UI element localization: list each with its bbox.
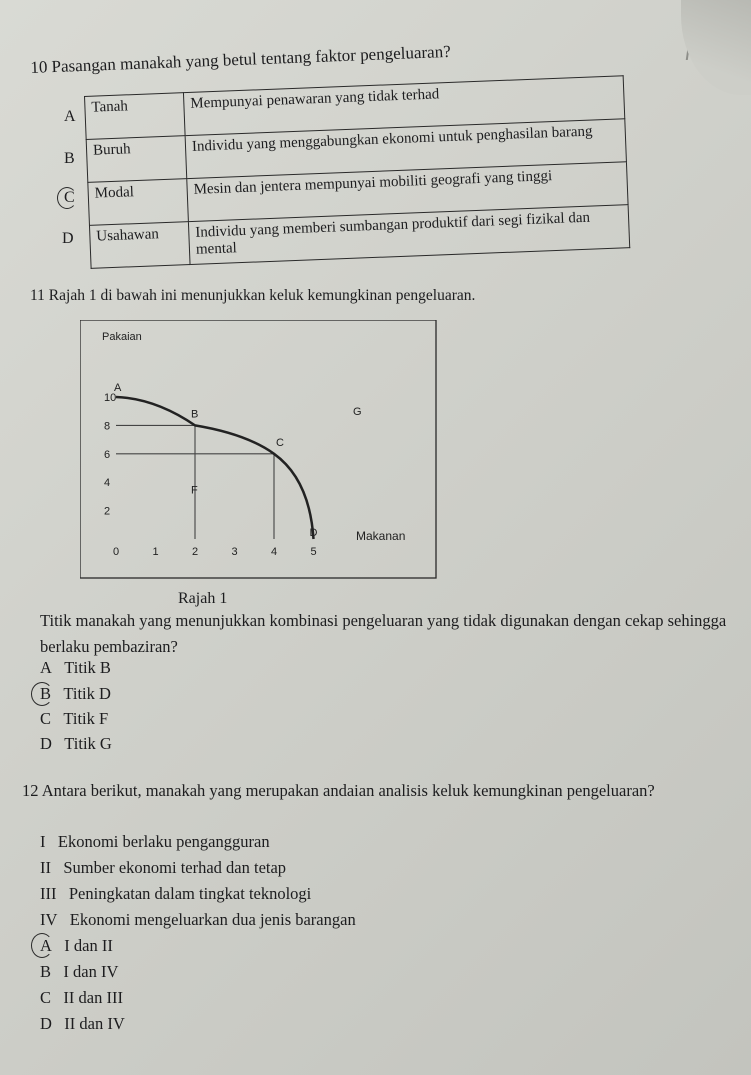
table-cell-term: Buruh	[86, 136, 187, 183]
option-letter: A	[40, 658, 52, 677]
option-text: II dan III	[63, 988, 123, 1007]
guide-lines	[116, 425, 274, 539]
option-d	[40, 734, 112, 754]
question-12-prompt: 12 Antara berikut, manakah yang merupakan andaian analisis keluk kemungkinan pengeluaran?	[22, 781, 655, 800]
x-tick-label: 2	[192, 546, 199, 558]
option-c	[40, 709, 108, 729]
point-label-f: F	[191, 484, 198, 497]
option-text: II dan IV	[64, 1014, 125, 1033]
x-tick-label: 3	[231, 546, 238, 558]
option-b	[40, 962, 118, 982]
x-tick-label: 4	[271, 546, 278, 558]
option-text: Titik D	[63, 684, 111, 703]
option-letter: A	[40, 936, 52, 955]
option-letter: C	[40, 709, 52, 728]
ppc-curve	[116, 397, 314, 539]
table-cell-term: Modal	[88, 179, 189, 226]
statement-iii	[40, 884, 311, 904]
page-curl	[681, 0, 751, 95]
statement-text: Sumber ekonomi terhad dan tetap	[63, 858, 287, 877]
y-tick-label: 2	[104, 505, 111, 518]
point-labels	[114, 382, 362, 539]
option-text: Titik B	[64, 658, 111, 677]
option-letter: C	[64, 189, 75, 206]
statement-text: Ekonomi berlaku pengangguran	[57, 832, 270, 851]
option-letter: B	[64, 150, 75, 167]
option-text: I dan IV	[63, 962, 119, 981]
question-10-title: 10 Pasangan manakah yang betul tentang faktor pengeluaran?	[30, 41, 452, 77]
statement-number: IV	[40, 910, 58, 929]
question-11-prompt: Titik manakah yang menunjukkan kombinasi pengeluaran yang tidak digunakan dengan cekap sehingga berlaku pembaziran?	[40, 611, 727, 656]
statement-iv	[40, 910, 356, 930]
x-tick-label: 5	[310, 546, 317, 558]
table-cell-desc: Individu yang menggabungkan ekonomi untuk penghasilan barang	[185, 119, 626, 179]
table-cell-term: Usahawan	[89, 222, 190, 269]
point-label-b: B	[191, 408, 199, 421]
option-letter: D	[40, 734, 52, 753]
statement-ii	[40, 858, 286, 878]
x-tick-label: 0	[113, 546, 120, 558]
option-letter: A	[64, 108, 76, 125]
option-a	[40, 658, 111, 678]
option-letter: D	[40, 1014, 52, 1033]
option-letter: B	[40, 962, 52, 981]
pen-circle-mark	[57, 187, 77, 209]
x-tick-label: 1	[152, 546, 159, 558]
option-text: Titik G	[64, 734, 112, 753]
question-10-table	[84, 75, 630, 269]
y-tick-labels	[104, 392, 116, 518]
option-c	[40, 988, 123, 1008]
ppc-chart	[80, 320, 440, 582]
y-tick-label: 10	[104, 392, 117, 404]
figure-caption: Rajah 1	[178, 590, 228, 607]
option-text: I dan II	[64, 936, 113, 955]
point-label-a: A	[114, 382, 122, 394]
y-tick-label: 6	[104, 448, 111, 461]
y-axis-label: Pakaian	[102, 331, 142, 343]
point-label-g: G	[353, 406, 362, 419]
pen-circle-mark	[31, 933, 53, 958]
x-axis-label: Makanan	[356, 529, 406, 543]
x-tick-labels	[113, 546, 317, 558]
statement-number: II	[40, 858, 51, 877]
point-label-d: D	[309, 526, 318, 539]
question-11-title: 11 Rajah 1 di bawah ini menunjukkan keluk kemungkinan pengeluaran.	[30, 287, 476, 304]
option-d	[40, 1014, 125, 1034]
statement-text: Peningkatan dalam tingkat teknologi	[68, 884, 312, 903]
y-tick-label: 8	[104, 420, 111, 433]
table-cell-desc: Mesin dan jentera mempunyai mobiliti geografi yang tinggi	[187, 162, 628, 222]
statement-number: III	[40, 884, 57, 903]
option-letter: B	[40, 684, 52, 703]
option-letter: C	[40, 988, 52, 1007]
statement-number: I	[40, 832, 46, 851]
table-cell-desc: Mempunyai penawaran yang tidak terhad	[183, 76, 624, 136]
option-letter: D	[62, 230, 74, 247]
table-cell-term: Tanah	[85, 93, 186, 140]
table-cell-desc: Individu yang memberi sumbangan produktif dari segi fizikal dan mental	[188, 205, 629, 265]
y-tick-label: 4	[104, 477, 111, 490]
statement-i	[40, 832, 270, 852]
point-label-c: C	[276, 436, 284, 449]
option-text: Titik F	[63, 709, 109, 728]
statement-text: Ekonomi mengeluarkan dua jenis barangan	[69, 910, 356, 929]
pen-circle-mark	[31, 682, 53, 706]
